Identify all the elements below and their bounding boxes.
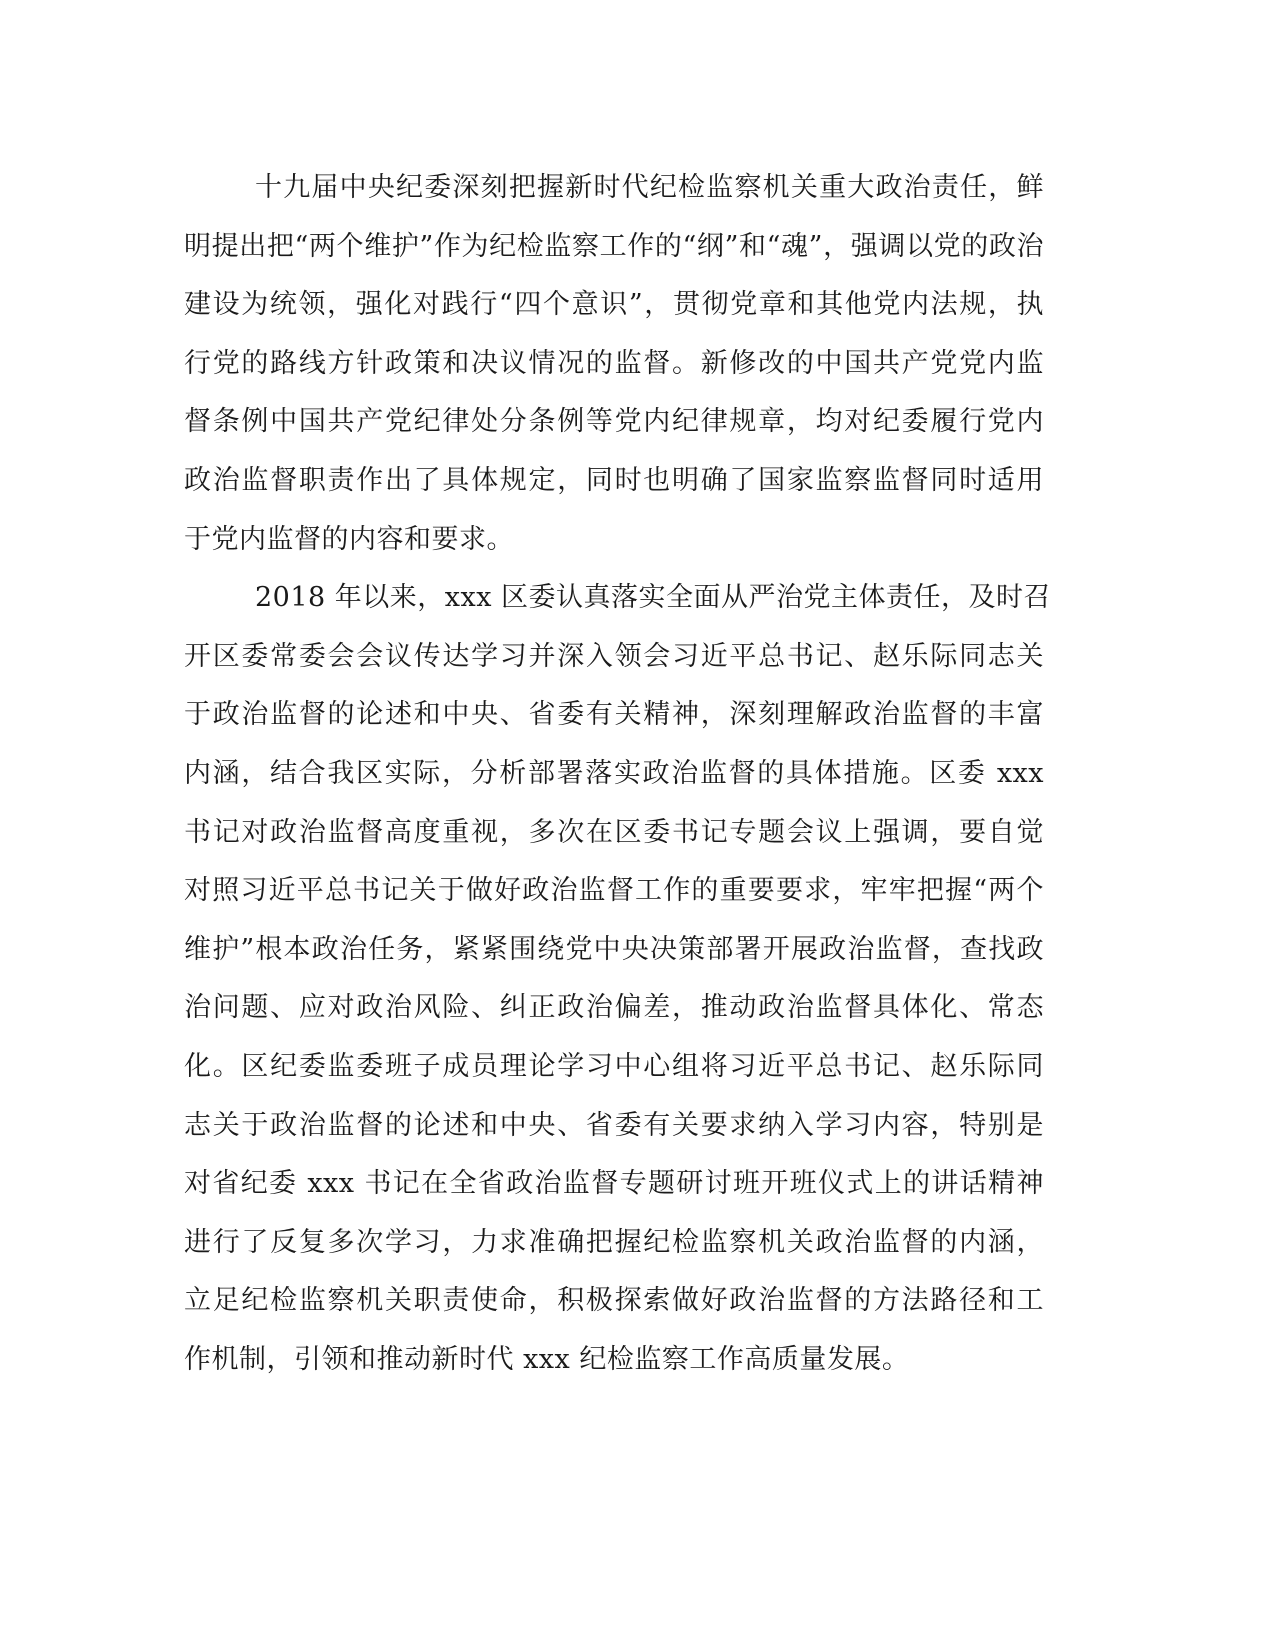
paragraph-2 xyxy=(184,569,1052,1389)
paragraph-line: 进行了反复多次学习，力求准确把握纪检监察机关政治监督的内涵， xyxy=(184,1226,1044,1258)
paragraph-line: 作机制，引领和推动新时代 xxx 纪检监察工作高质量发展。 xyxy=(184,1343,910,1375)
paragraph-line: 立足纪检监察机关职责使命，积极探索做好政治监督的方法路径和工 xyxy=(184,1285,1044,1317)
paragraph-line: 2018 年以来，xxx 区委认真落实全面从严治党主体责任，及时召 xyxy=(255,582,1052,614)
paragraph-line: 政治监督职责作出了具体规定，同时也明确了国家监察监督同时适用 xyxy=(184,464,1044,496)
paragraph-line: 对省纪委 xxx 书记在全省政治监督专题研讨班开班仪式上的讲话精神 xyxy=(184,1168,1044,1200)
paragraph-line: 开区委常委会会议传达学习并深入领会习近平总书记、赵乐际同志关 xyxy=(184,640,1044,672)
paragraph-line: 书记对政治监督高度重视，多次在区委书记专题会议上强调，要自觉 xyxy=(184,816,1044,848)
paragraph-line: 十九届中央纪委深刻把握新时代纪检监察机关重大政治责任，鲜 xyxy=(255,172,1044,203)
paragraph-line: 于政治监督的论述和中央、省委有关精神，深刻理解政治监督的丰富 xyxy=(184,699,1044,731)
paragraph-line: 志关于政治监督的论述和中央、省委有关要求纳入学习内容，特别是 xyxy=(184,1109,1044,1141)
paragraph-line: 于党内监督的内容和要求。 xyxy=(184,523,514,555)
paragraph-line: 对照习近平总书记关于做好政治监督工作的重要要求，牢牢把握“两个 xyxy=(184,875,1044,907)
document-body xyxy=(184,159,1052,1389)
paragraph-line: 行党的路线方针政策和决议情况的监督。新修改的中国共产党党内监 xyxy=(184,347,1044,379)
paragraph-line: 维护”根本政治任务，紧紧围绕党中央决策部署开展政治监督，查找政 xyxy=(184,933,1044,965)
paragraph-line: 治问题、应对政治风险、纠正政治偏差，推动政治监督具体化、常态 xyxy=(184,992,1044,1024)
paragraph-line: 内涵，结合我区实际，分析部署落实政治监督的具体措施。区委 xxx xyxy=(184,757,1044,789)
paragraph-line: 督条例中国共产党纪律处分条例等党内纪律规章，均对纪委履行党内 xyxy=(184,406,1044,438)
paragraph-line: 明提出把“两个维护”作为纪检监察工作的“纲”和“魂”，强调以党的政治 xyxy=(184,230,1044,262)
paragraph-line: 化。区纪委监委班子成员理论学习中心组将习近平总书记、赵乐际同 xyxy=(184,1050,1044,1082)
paragraph-line: 建设为统领，强化对践行“四个意识”，贯彻党章和其他党内法规，执 xyxy=(184,289,1044,321)
paragraph-1 xyxy=(184,159,1044,569)
